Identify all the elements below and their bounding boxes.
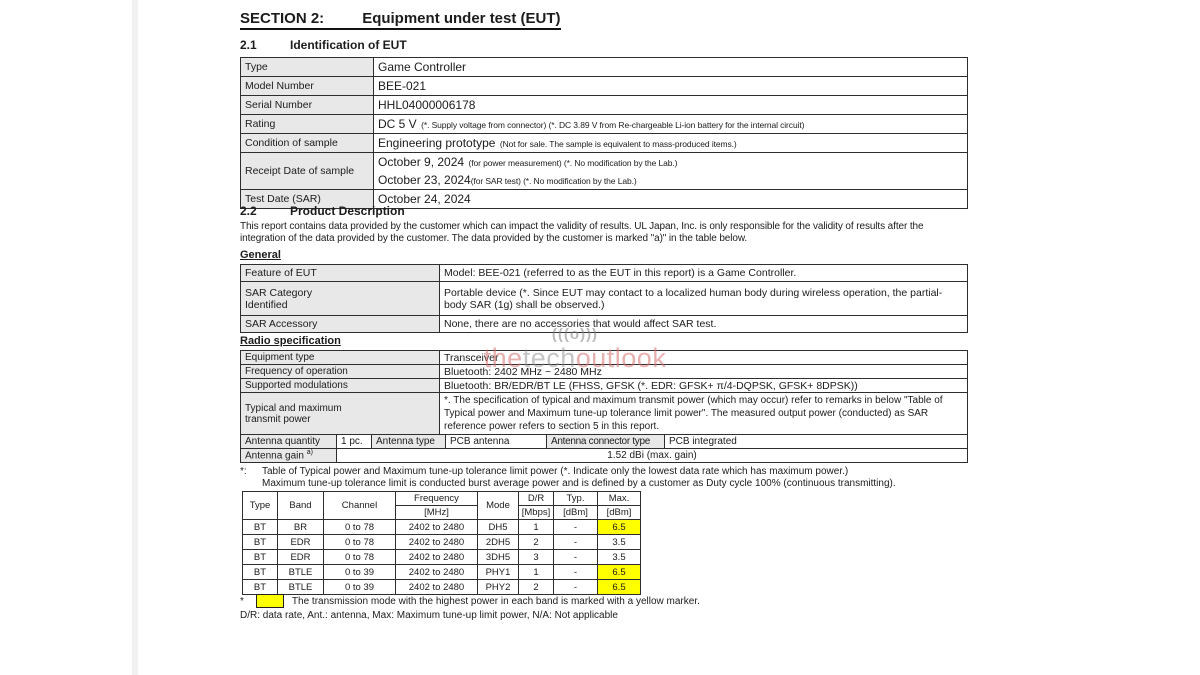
row-value: DC 5 V (*. Supply voltage from connector) (*. DC 3.89 V from Re-chargeable Li-ion battery for the internal circuit): [374, 115, 968, 134]
table-row: [241, 393, 968, 435]
product-description-paragraph: This report contains data provided by the customer which can impact the validity of results. UL Japan, Inc. is only responsible for the validity of results after the integration of the data provided by the customer. The data provided by the customer is marked "a)" in the table below.: [240, 221, 924, 244]
radio-spec-tables: [240, 350, 968, 463]
row-label: Condition of sample: [241, 134, 374, 153]
row-value: Engineering prototype (Not for sale. The sample is equivalent to mass-produced items.): [374, 134, 968, 153]
table-row: [241, 365, 968, 379]
antenna-quantity-label: Antenna quantity: [241, 435, 337, 449]
table-row: [241, 77, 968, 96]
row-label: Typical and maximum transmit power: [241, 393, 440, 435]
row-value: Bluetooth: 2402 MHz ~ 2480 MHz: [440, 365, 968, 379]
general-table: [240, 264, 968, 333]
antenna-gain-value: 1.52 dBi (max. gain): [337, 449, 968, 463]
row-label: Equipment type: [241, 351, 440, 365]
section-title-gap: [324, 10, 362, 27]
row-label: Rating: [241, 115, 374, 134]
receipt-date-line-2: October 23, 2024(for SAR test) (*. No modification by the Lab.): [378, 173, 637, 187]
section-title-number: SECTION 2:: [240, 10, 325, 27]
antenna-quantity-value: 1 pc.: [337, 435, 372, 449]
page-edge-shadow: [132, 0, 138, 675]
row-value: Portable device (*. Since EUT may contact to a localized human body during wireless operation, the partial-body SAR (1g) shall be observed.): [440, 282, 968, 316]
col-header-typ-unit: [dBm]: [554, 506, 598, 520]
row-value: *. The specification of typical and maximum transmit power (which may occur) refer to remarks in below "Table of Typical power and Maximum tune-up tolerance limit power". The measured output power (conducted) as SAR reference power refers to section 5 in this report.: [440, 393, 968, 435]
watermark-tech: tech: [522, 343, 576, 373]
max-power: 3.5: [598, 535, 641, 550]
row-label: Serial Number: [241, 96, 374, 115]
heading-2-2-title: Product Description: [290, 204, 405, 218]
broadcast-icon: (((o))): [551, 326, 599, 343]
row-label: Test Date (SAR): [241, 190, 374, 209]
row-label: Frequency of operation: [241, 365, 440, 379]
power-table-note: [240, 466, 980, 490]
power-table-header-row: [243, 492, 641, 506]
watermark-outlook: outlook: [575, 343, 667, 373]
col-header-typ: Typ.: [554, 492, 598, 506]
general-heading: General: [240, 249, 281, 261]
power-table-row: BT EDR 0 to 78 2402 to 2480 2DH5 2 - 3.5: [243, 535, 641, 550]
antenna-row-table: [240, 434, 968, 449]
heading-2-2-number: 2.2: [240, 204, 257, 218]
power-table-row: BT EDR 0 to 78 2402 to 2480 3DH5 3 - 3.5: [243, 550, 641, 565]
col-header-frequency-unit: [MHz]: [396, 506, 478, 520]
power-table: [242, 491, 641, 595]
heading-2-1: [240, 38, 407, 52]
yellow-marker-swatch: [256, 594, 284, 608]
row-label: Feature of EUT: [241, 265, 440, 282]
row-value: October 24, 2024: [374, 190, 968, 209]
power-table-note-line-2: Maximum tune-up tolerance limit is conducted burst average power and is defined by a customer as Duty cycle 100% (continuous transmitting).: [262, 478, 896, 489]
row-label: Type: [241, 58, 374, 77]
table-row: [241, 265, 968, 282]
antenna-connector-label: Antenna connector type: [547, 435, 665, 449]
table-row: [241, 153, 968, 190]
col-header-dr: D/R: [519, 492, 554, 506]
col-header-max: Max.: [598, 492, 641, 506]
col-header-frequency: Frequency: [396, 492, 478, 506]
heading-2-1-number: 2.1: [240, 38, 257, 52]
table-row: [241, 449, 968, 463]
table-row: [241, 96, 968, 115]
radio-spec-table: [240, 350, 968, 435]
max-power-highlighted: 6.5: [598, 580, 641, 595]
max-power-highlighted: 6.5: [598, 520, 641, 535]
table-row: [241, 58, 968, 77]
heading-2-1-title: Identification of EUT: [290, 38, 407, 52]
antenna-gain-label: Antenna gain $^{a)}$: [241, 449, 337, 463]
row-value: HHL04000006178: [374, 96, 968, 115]
section-title-text: Equipment under test (EUT): [362, 10, 561, 27]
row-value: Game Controller: [374, 58, 968, 77]
col-header-band: Band: [278, 492, 324, 520]
identification-table: [240, 57, 968, 209]
antenna-type-value: PCB antenna: [446, 435, 547, 449]
power-table-note-line-1: *: Table of Typical power and Maximum tune-up tolerance limit power (*. Indicate only the lowest data rate which has maximum power.): [240, 466, 849, 477]
heading-2-2: [240, 204, 405, 218]
row-label: Receipt Date of sample: [241, 153, 374, 190]
col-header-type: Type: [243, 492, 278, 520]
row-value: Model: BEE-021 (referred to as the EUT in this report) is a Game Controller.: [440, 265, 968, 282]
row-value: None, there are no accessories that would affect SAR test.: [440, 316, 968, 333]
abbreviations-line: D/R: data rate, Ant.: antenna, Max: Maximum tune-up limit power, N/A: Not applicable: [240, 610, 618, 621]
power-table-row: BT BTLE 0 to 39 2402 to 2480 PHY1 1 - 6.5: [243, 565, 641, 580]
max-power: 3.5: [598, 550, 641, 565]
power-table-row: BT BTLE 0 to 39 2402 to 2480 PHY2 2 - 6.5: [243, 580, 641, 595]
col-header-mode: Mode: [478, 492, 519, 520]
power-table-row: BT BR 0 to 78 2402 to 2480 DH5 1 - 6.5: [243, 520, 641, 535]
row-value: BEE-021: [374, 77, 968, 96]
table-row: [241, 115, 968, 134]
row-value: Transceiver: [440, 351, 968, 365]
table-row: [241, 316, 968, 333]
watermark-the: the: [483, 343, 523, 373]
footnote-marker: a): [306, 449, 313, 457]
note-star: *:: [240, 466, 247, 477]
legend-text: The transmission mode with the highest power in each band is marked with a yellow marker.: [291, 595, 700, 607]
table-row: [241, 379, 968, 393]
table-row: [241, 134, 968, 153]
legend-star: *: [240, 595, 244, 607]
col-header-dr-unit: [Mbps]: [519, 506, 554, 520]
col-header-max-unit: [dBm]: [598, 506, 641, 520]
yellow-marker-legend: [240, 594, 700, 608]
radio-spec-heading: Radio specification: [240, 335, 341, 347]
row-label: SAR Accessory: [241, 316, 440, 333]
table-row: [241, 282, 968, 316]
row-label: SAR Category Identified: [241, 282, 440, 316]
receipt-date-line-1: October 9, 2024 (for power measurement) (*. No modification by the Lab.): [378, 155, 678, 169]
row-value: Bluetooth: BR/EDR/BT LE (FHSS, GFSK (*. EDR: GFSK+ π/4-DQPSK, GFSK+ 8DPSK)): [440, 379, 968, 393]
col-header-channel: Channel: [324, 492, 396, 520]
row-label: Supported modulations: [241, 379, 440, 393]
antenna-gain-table: [240, 448, 968, 463]
antenna-connector-value: PCB integrated: [665, 435, 968, 449]
max-power-highlighted: 6.5: [598, 565, 641, 580]
antenna-type-label: Antenna type: [372, 435, 446, 449]
table-row: [241, 435, 968, 449]
row-value: [374, 153, 968, 190]
section-title: [240, 10, 561, 30]
table-row: [241, 351, 968, 365]
row-label: Model Number: [241, 77, 374, 96]
